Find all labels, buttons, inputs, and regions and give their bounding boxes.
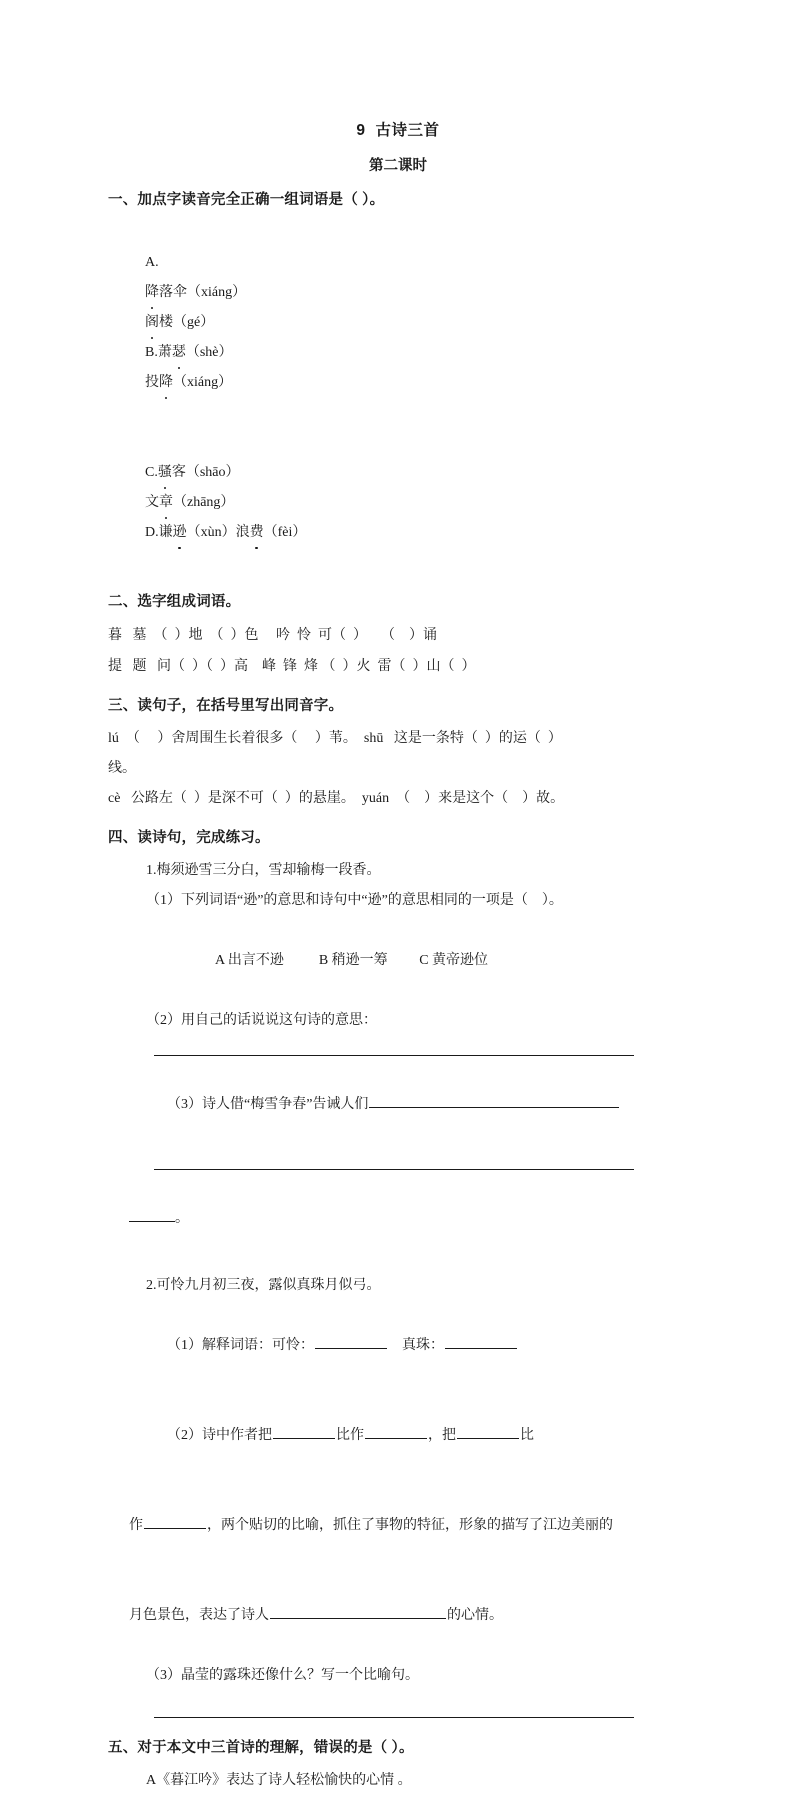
choice-a-dotted-char-1: 降 bbox=[145, 278, 159, 308]
worksheet-content bbox=[108, 118, 688, 1796]
section-2-heading: 二、选字组成词语。 bbox=[108, 594, 241, 610]
choice-b-dotted-char-1: 瑟 bbox=[172, 338, 186, 368]
answer-blank-q2-2-c[interactable] bbox=[457, 1423, 519, 1439]
question-1-option-a[interactable]: A 出言不逊 bbox=[215, 953, 284, 968]
question-1-sub-3-tail bbox=[108, 1174, 688, 1264]
question-1-poem: 1.梅须逊雪三分白，雪却输梅一段香。 bbox=[146, 863, 381, 878]
page-title bbox=[108, 118, 688, 140]
question-1-options bbox=[108, 916, 688, 1006]
choice-c-word-1: 客（shāo） bbox=[171, 465, 240, 480]
answer-rule-2[interactable] bbox=[154, 1169, 634, 1170]
question-2-sub-1-mid: 真珠： bbox=[402, 1338, 444, 1353]
answer-blank-q2-2-b[interactable] bbox=[365, 1423, 427, 1439]
choice-b-word-2: （xiáng） bbox=[173, 375, 233, 390]
choice-c-word-2-pre: 文 bbox=[145, 495, 159, 510]
question-2-sub-2-line3 bbox=[108, 1571, 688, 1661]
question-1-option-c[interactable]: C 黄帝逊位 bbox=[419, 953, 489, 968]
choice-d-word-1: （xùn） bbox=[186, 525, 236, 540]
question-2-sub-2-cont-pre: 作 bbox=[129, 1518, 143, 1533]
answer-blank-q1-3[interactable] bbox=[369, 1092, 619, 1108]
question-1-option-b[interactable]: B 稍逊一筹 bbox=[318, 953, 388, 968]
section-5-heading: 五、对于本文中三首诗的理解，错误的是（ ）。 bbox=[108, 1740, 414, 1756]
choice-a-word-2: 楼（gé） bbox=[159, 315, 215, 330]
section-1-heading: 一、加点字读音完全正确一组词语是（ ）。 bbox=[108, 192, 385, 208]
choice-c-dotted-char-1: 骚 bbox=[158, 458, 172, 488]
choice-d-dotted-char-1: 逊 bbox=[173, 518, 187, 548]
choice-b-dotted-char-2: 降 bbox=[159, 368, 173, 398]
section-2-row-2: 提 题 问（ ）（ ）高 峰 锋 烽 （ ）火 雷（ ）山（ ） bbox=[108, 659, 476, 674]
question-2-sub-2-line3-post: 的心情。 bbox=[447, 1608, 503, 1623]
section-3-row-1: lú （ ）舍周围生长着很多（ ）苇。 shū 这是一条特（ ）的运（ ） bbox=[108, 731, 562, 746]
question-2-sub-1 bbox=[108, 1301, 688, 1391]
question-1-sub-1: （1）下列词语“逊”的意思和诗句中“逊”的意思相同的一项是（ ）。 bbox=[146, 893, 563, 908]
question-2-sub-2-m3: 比 bbox=[520, 1428, 534, 1443]
section-1-choices-row-2 bbox=[108, 428, 688, 578]
choice-d-word-1-pre: 谦 bbox=[158, 525, 173, 540]
choice-b-word-1: （shè） bbox=[185, 345, 233, 360]
choice-b-label: B. bbox=[145, 345, 158, 360]
choice-b-word-1-pre: 萧 bbox=[157, 345, 172, 360]
choice-c-dotted-char-2: 章 bbox=[159, 488, 173, 518]
question-1-sub-3-period: 。 bbox=[175, 1211, 189, 1226]
choice-a-word-1: 落伞（xiáng） bbox=[159, 285, 247, 300]
answer-blank-zhenzhu[interactable] bbox=[445, 1333, 517, 1349]
section-4-heading: 四、读诗句，完成练习。 bbox=[108, 830, 270, 846]
choice-d-word-2-pre: 浪 bbox=[235, 525, 250, 540]
section-3-row-3: cè 公路左（ ）是深不可（ ）的悬崖。 yuán （ ）来是这个（ ）故。 bbox=[108, 791, 565, 806]
page-title-text: 古诗三首 bbox=[375, 122, 440, 139]
answer-blank-q2-2-a[interactable] bbox=[273, 1423, 335, 1439]
section-3-row-2: 线。 bbox=[108, 761, 136, 776]
choice-d-word-2: （fèi） bbox=[263, 525, 307, 540]
answer-blank-q2-2-d[interactable] bbox=[144, 1513, 206, 1529]
section-5-option-a[interactable]: A《暮江吟》表达了诗人轻松愉快的心情 。 bbox=[146, 1773, 412, 1788]
choice-c-label: C. bbox=[145, 465, 158, 480]
question-2-sub-2 bbox=[108, 1391, 688, 1481]
choice-b-word-2-pre: 投 bbox=[145, 375, 159, 390]
answer-rule-3[interactable] bbox=[129, 1208, 175, 1222]
question-2-sub-2-cont bbox=[108, 1481, 688, 1571]
question-2-sub-3: （3）晶莹的露珠还像什么？写一个比喻句。 bbox=[146, 1668, 419, 1683]
question-2-sub-2-m2: ，把 bbox=[428, 1428, 456, 1443]
page-subtitle: 第二课时 bbox=[369, 158, 427, 174]
question-2-sub-2-cont-mid: ，两个贴切的比喻，抓住了事物的特征，形象的描写了江边美丽的 bbox=[207, 1518, 613, 1533]
answer-blank-q2-2-e[interactable] bbox=[270, 1603, 446, 1619]
choice-d-dotted-char-2: 费 bbox=[250, 518, 264, 548]
answer-rule-4[interactable] bbox=[154, 1717, 634, 1718]
section-3-heading: 三、读句子，在括号里写出同音字。 bbox=[108, 698, 344, 714]
question-2-sub-2-line3-pre: 月色景色，表达了诗人 bbox=[129, 1608, 269, 1623]
question-2-sub-2-pre: （2）诗中作者把 bbox=[167, 1428, 272, 1443]
question-1-sub-3-text: （3）诗人借“梅雪争春”告诫人们 bbox=[167, 1097, 369, 1112]
answer-rule-1[interactable] bbox=[154, 1055, 634, 1056]
section-1-choices-row-1 bbox=[108, 218, 688, 428]
choice-d-label: D. bbox=[145, 525, 159, 540]
answer-blank-kelian[interactable] bbox=[315, 1333, 387, 1349]
question-2-poem: 2.可怜九月初三夜，露似真珠月似弓。 bbox=[146, 1278, 381, 1293]
question-1-sub-3 bbox=[108, 1060, 688, 1150]
choice-a-dotted-char-2: 阁 bbox=[145, 308, 159, 338]
page-title-number: 9 bbox=[356, 122, 366, 139]
question-1-sub-2: （2）用自己的话说说这句诗的意思： bbox=[146, 1013, 377, 1028]
choice-c-word-2: （zhāng） bbox=[173, 495, 235, 510]
question-2-sub-2-m1: 比作 bbox=[336, 1428, 364, 1443]
question-2-sub-1-pre: （1）解释词语：可怜： bbox=[167, 1338, 314, 1353]
choice-a-label: A. bbox=[145, 255, 159, 270]
section-2-row-1: 暮 墓 （ ）地 （ ）色 吟 怜 可（ ） （ ）诵 bbox=[108, 628, 437, 643]
